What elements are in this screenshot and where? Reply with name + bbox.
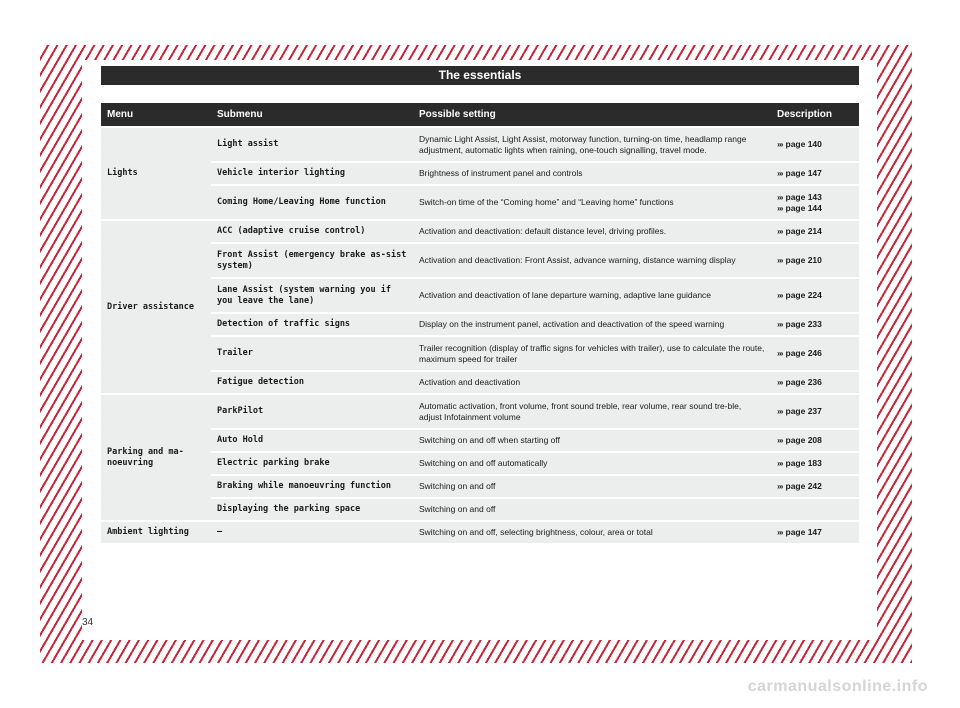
menu-cell: Driver assistance	[101, 221, 211, 393]
page-number: 34	[82, 617, 94, 628]
page-reference-link[interactable]	[777, 406, 853, 417]
description-cell	[771, 128, 859, 161]
page-reference-text: page 147	[785, 527, 822, 537]
description-cell	[771, 522, 859, 543]
page-reference-text: page 210	[785, 255, 822, 265]
triple-chevron-icon: ›››	[777, 406, 783, 416]
description-cell	[771, 186, 859, 219]
description-cell	[771, 395, 859, 428]
table-row	[101, 499, 859, 520]
table-row	[101, 221, 859, 242]
description-cell	[771, 453, 859, 474]
setting-cell: Switching on and off, selecting brightness, colour, area or total	[413, 522, 771, 543]
triple-chevron-icon: ›››	[777, 319, 783, 329]
submenu-cell: ACC (adaptive cruise control)	[211, 221, 413, 242]
triple-chevron-icon: ›››	[777, 435, 783, 445]
page-reference-text: page 246	[785, 348, 822, 358]
triple-chevron-icon: ›››	[777, 458, 783, 468]
page-reference-text: page 143	[785, 191, 822, 202]
submenu-cell: Displaying the parking space	[211, 499, 413, 520]
description-cell	[771, 476, 859, 497]
page-reference-link[interactable]	[777, 139, 853, 150]
setting-cell: Trailer recognition (display of traffic signs for vehicles with trailer), use to calculate the route, maximum speed for trailer	[413, 337, 771, 370]
page-reference-link[interactable]	[777, 348, 853, 359]
description-cell	[771, 221, 859, 242]
description-cell	[771, 372, 859, 393]
submenu-cell: Electric parking brake	[211, 453, 413, 474]
description-cell	[771, 337, 859, 370]
page-reference-text: page 242	[785, 481, 822, 491]
description-cell	[771, 430, 859, 451]
table-body	[101, 128, 859, 543]
menu-cell: Parking and ma-noeuvring	[101, 395, 211, 520]
table-row	[101, 244, 859, 277]
table-row	[101, 453, 859, 474]
watermark-logo: carmanualsonline.info	[747, 678, 928, 695]
submenu-cell: Light assist	[211, 128, 413, 161]
page-reference-text: page 233	[785, 319, 822, 329]
page-reference-text: page 147	[785, 168, 822, 178]
page-reference-text: page 214	[785, 226, 822, 236]
description-cell	[771, 279, 859, 312]
setting-cell: Brightness of instrument panel and controls	[413, 163, 771, 184]
page-reference-link[interactable]	[777, 435, 853, 446]
page-reference-link[interactable]	[777, 481, 853, 492]
submenu-cell: Front Assist (emergency brake as-sist system)	[211, 244, 413, 277]
table-row	[101, 337, 859, 370]
table-row	[101, 128, 859, 161]
table-row	[101, 163, 859, 184]
triple-chevron-icon: ›››	[777, 191, 783, 202]
triple-chevron-icon: ›››	[777, 202, 783, 213]
page-reference-link[interactable]	[777, 255, 853, 266]
page-reference-link[interactable]	[777, 192, 853, 203]
triple-chevron-icon: ›››	[777, 226, 783, 236]
setting-cell: Activation and deactivation: Front Assist, advance warning, distance warning display	[413, 244, 771, 277]
page-reference-text: page 183	[785, 458, 822, 468]
page-reference-link[interactable]	[777, 458, 853, 469]
setting-cell: Switch-on time of the “Coming home” and “Leaving home” functions	[413, 186, 771, 219]
page-reference-text: page 224	[785, 290, 822, 300]
triple-chevron-icon: ›››	[777, 168, 783, 178]
setting-cell: Activation and deactivation	[413, 372, 771, 393]
essentials-table	[101, 101, 859, 545]
setting-cell: Activation and deactivation of lane departure warning, adaptive lane guidance	[413, 279, 771, 312]
page-reference-text: page 140	[785, 139, 822, 149]
column-header-setting: Possible setting	[413, 103, 771, 126]
section-title: The essentials	[101, 66, 859, 85]
table-header-row	[101, 103, 859, 126]
triple-chevron-icon: ›››	[777, 348, 783, 358]
triple-chevron-icon: ›››	[777, 139, 783, 149]
setting-cell: Switching on and off automatically	[413, 453, 771, 474]
table-row	[101, 186, 859, 219]
page-reference-link[interactable]	[777, 290, 853, 301]
page-reference-link[interactable]	[777, 527, 853, 538]
submenu-cell: Coming Home/Leaving Home function	[211, 186, 413, 219]
table-row	[101, 476, 859, 497]
table-row	[101, 314, 859, 335]
setting-cell: Dynamic Light Assist, Light Assist, motorway function, turning-on time, headlamp range adjustment, automatic lights when raining, one-touch signalling, travel mode.	[413, 128, 771, 161]
table-row	[101, 430, 859, 451]
menu-cell: Ambient lighting	[101, 522, 211, 543]
triple-chevron-icon: ›››	[777, 255, 783, 265]
column-header-submenu: Submenu	[211, 103, 413, 126]
submenu-cell: ParkPilot	[211, 395, 413, 428]
submenu-cell: Fatigue detection	[211, 372, 413, 393]
page-reference-text: page 237	[785, 406, 822, 416]
submenu-cell: Lane Assist (system warning you if you leave the lane)	[211, 279, 413, 312]
submenu-cell: Vehicle interior lighting	[211, 163, 413, 184]
setting-cell: Switching on and off	[413, 499, 771, 520]
page-reference-link[interactable]	[777, 319, 853, 330]
triple-chevron-icon: ›››	[777, 377, 783, 387]
page-reference-link[interactable]	[777, 377, 853, 388]
description-cell	[771, 314, 859, 335]
table-row	[101, 279, 859, 312]
submenu-cell: –	[211, 522, 413, 543]
submenu-cell: Braking while manoeuvring function	[211, 476, 413, 497]
table-row	[101, 395, 859, 428]
page-reference-link[interactable]	[777, 226, 853, 237]
menu-cell: Lights	[101, 128, 211, 219]
page-reference-text: page 236	[785, 377, 822, 387]
submenu-cell: Trailer	[211, 337, 413, 370]
setting-cell: Automatic activation, front volume, front sound treble, rear volume, rear sound tre-ble, adjust Infotainment volume	[413, 395, 771, 428]
setting-cell: Activation and deactivation: default distance level, driving profiles.	[413, 221, 771, 242]
column-header-description: Description	[771, 103, 859, 126]
page-reference-text: page 144	[785, 202, 822, 213]
page-reference-link[interactable]	[777, 203, 853, 214]
setting-cell: Switching on and off when starting off	[413, 430, 771, 451]
page-reference-text: page 208	[785, 435, 822, 445]
column-header-menu: Menu	[101, 103, 211, 126]
description-cell	[771, 163, 859, 184]
description-cell	[771, 244, 859, 277]
triple-chevron-icon: ›››	[777, 527, 783, 537]
table-row	[101, 372, 859, 393]
setting-cell: Switching on and off	[413, 476, 771, 497]
description-cell	[771, 499, 859, 520]
submenu-cell: Detection of traffic signs	[211, 314, 413, 335]
submenu-cell: Auto Hold	[211, 430, 413, 451]
page-reference-link[interactable]	[777, 168, 853, 179]
triple-chevron-icon: ›››	[777, 481, 783, 491]
table-row	[101, 522, 859, 543]
setting-cell: Display on the instrument panel, activation and deactivation of the speed warning	[413, 314, 771, 335]
triple-chevron-icon: ›››	[777, 290, 783, 300]
